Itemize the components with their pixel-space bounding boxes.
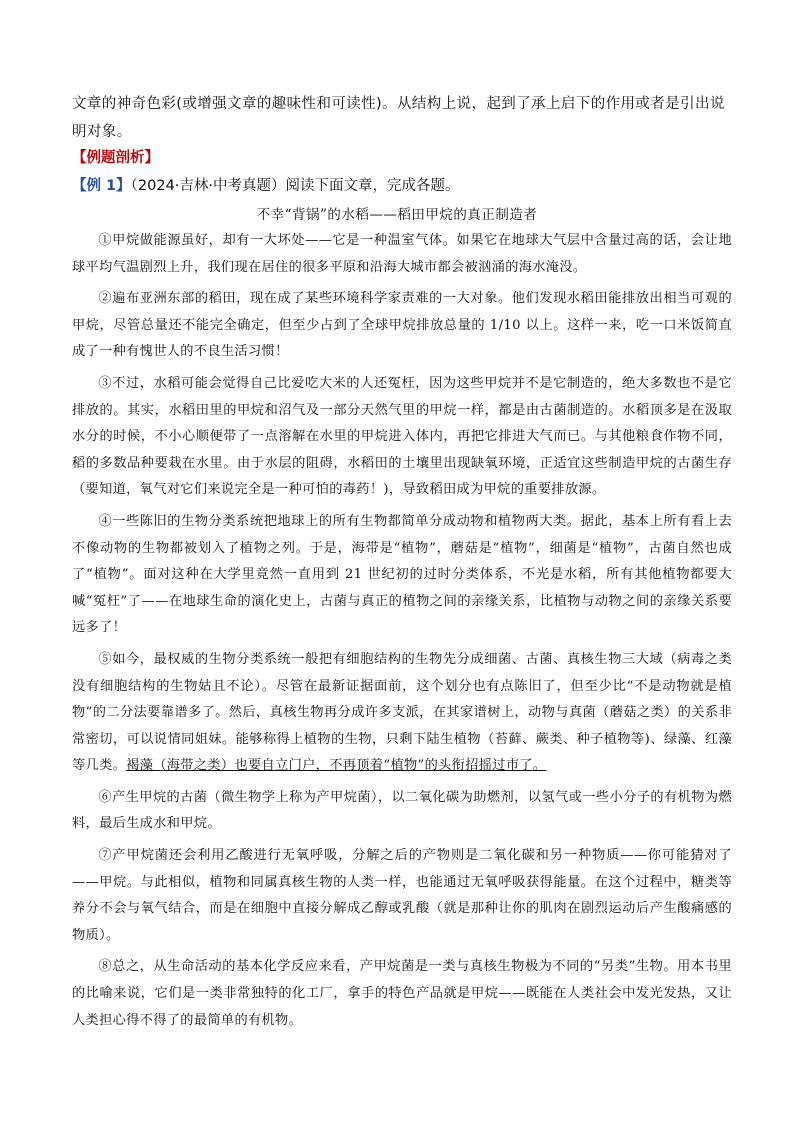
article-paragraph-1: ①甲烷做能源虽好，却有一大坏处——它是一种温室气体。如果它在地球大气层中含量过高的话，会让地球平均气温剧烈上升，我们现在居住的很多平原和沿海大城市都会被汹涌的海水淹没。 xyxy=(72,233,732,275)
article-paragraph-6: ⑥产生甲烷的古菌（微生物学上称为产甲烷菌），以二氧化碳为助燃剂，以氢气或一些小分子的有机物为燃料，最后生成水和甲烷。 xyxy=(72,789,732,832)
paragraph-5-text: ⑤如今，最权威的生物分类系统一般把有细胞结构的生物先分成细菌、古菌、真核生物三大域（病毒之类没有细胞结构的生物姑且不论）。尽管在最新证据面前，这个划分也有点陈旧了，但至少比“不是动物就是植物”的二分法要靠谱多了。然后，真核生物再分成许多支派，在其家谱树上，动物与真菌（蘑菇之类）的关系非常密切，可以说情同姐妹。能够称得上植物的生物，只剩下陆生植物（苔藓、蕨类、种子植物等)、绿藻、红藻等几类。 xyxy=(72,651,732,774)
example-header xyxy=(72,174,460,195)
article-body xyxy=(72,228,732,1039)
example-tag: 【例 1】 xyxy=(72,178,131,194)
article-paragraph-8: ⑧总之，从生命活动的基本化学反应来看，产甲烷菌是一类与真核生物极为不同的“另类”生物。用本书里的比喻来说，它们是一类非常独特的化工厂，拿手的特色产品就是甲烷——既能在人类社会中发光发热，又让人类担心得不得了的最简单的有机物。 xyxy=(72,959,732,1028)
paragraph-5-underlined: 褐藻（海带之类）也要自立门户，不再顶着“植物”的头衔招摇过市了。 xyxy=(126,758,547,774)
article-paragraph-7: ⑦产甲烷菌还会利用乙酸进行无氧呼吸，分解之后的产物则是二氧化碳和另一种物质——你可能猜对了——甲烷。与此相似，植物和同属真核生物的人类一样，也能通过无氧呼吸获得能量。在这个过程中，糖类等养分不会与氧气结合，而是在细胞中直接分解成乙醇或乳酸（就是那种让你的肌肉在剧烈运动后产生酸痛感的物质）。 xyxy=(72,848,732,943)
article-paragraph-4: ④一些陈旧的生物分类系统把地球上的所有生物都简单分成动物和植物两大类。据此，基本上所有看上去不像动物的生物都被划入了植物之列。于是，海带是“植物”，蘑菇是“植物”，细菌是“植物”，古菌自然也成了“植物”。面对这种在大学里竟然一直用到 21 世纪初的过时分类体系，不光是水稻，所有其他植物都要大喊“冤枉”了——在地球生命的演化史上，古菌与真正的植物之间的亲缘关系，比植物与动物之间的亲缘关系要远多了！ xyxy=(72,513,732,636)
intro-paragraph: 文章的神奇色彩(或增强文章的趣味性和可读性)。从结构上说，起到了承上启下的作用或者是引出说明对象。 xyxy=(72,96,725,140)
article-title: 不幸“背锅”的水稻——稻田甲烷的真正制造者 xyxy=(256,207,538,223)
example-source: （2024·吉林·中考真题）阅读下面文章，完成各题。 xyxy=(130,178,460,194)
article-paragraph-3: ③不过，水稻可能会觉得自己比爱吃大米的人还冤枉，因为这些甲烷并不是它制造的，绝大多数也不是它排放的。其实，水稻田里的甲烷和沼气及一部分天然气里的甲烷一样，都是由古菌制造的。水稻顶多是在汲取水分的时候，不小心顺便带了一点溶解在水里的甲烷进入体内，再把它排进大气而已。与其他粮食作物不同，稻的多数品种要栽在水里。由于水层的阻碍，水稻田的土壤里出现缺氧环境，正适宜这些制造甲烷的古菌生存（要知道，氧气对它们来说完全是一种可怕的毒药！)，导致稻田成为甲烷的重要排放源。 xyxy=(72,375,732,498)
article-paragraph-2: ②遍布亚洲东部的稻田，现在成了某些环境科学家责难的一大对象。他们发现水稻田能排放出相当可观的甲烷，尽管总量还不能完全确定，但至少占到了全球甲烷排放总量的 1/10 以上。这样一来，吃一口米饭简直成了一种有愧世人的不良生活习惯！ xyxy=(72,291,732,360)
article-paragraph-5 xyxy=(72,647,732,780)
section-heading: 【例题剖析】 xyxy=(72,150,159,166)
